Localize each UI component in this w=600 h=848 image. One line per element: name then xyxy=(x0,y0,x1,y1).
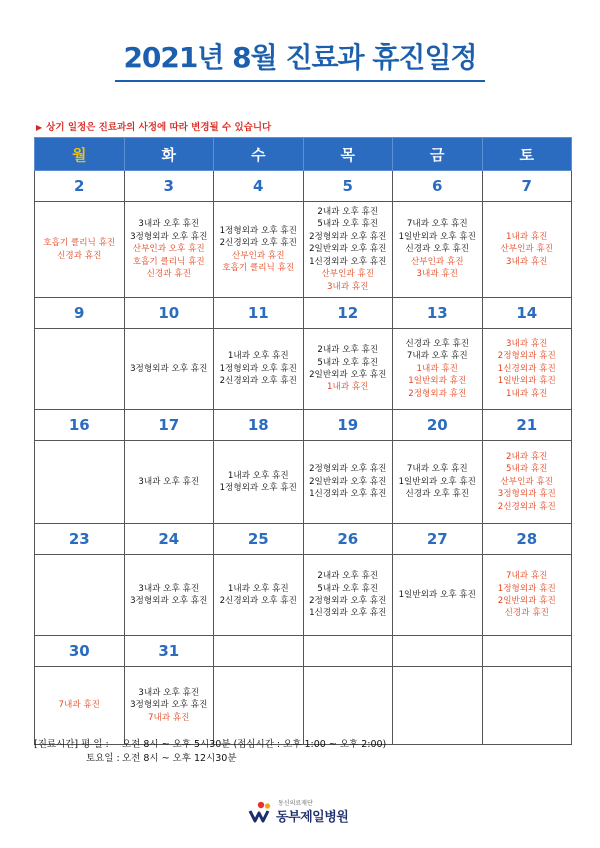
closure-entry: 3내과 오후 휴진 xyxy=(138,687,200,698)
closure-entry: 7내과 오후 휴진 xyxy=(406,219,468,230)
day-cell xyxy=(303,667,393,745)
closure-entry: 신경과 오후 휴진 xyxy=(405,244,470,255)
day-cell xyxy=(124,202,214,298)
closure-entry: 7내과 오후 휴진 xyxy=(406,351,468,362)
week-date-row xyxy=(35,410,572,441)
week-date-row xyxy=(35,171,572,202)
day-number: 28 xyxy=(482,524,572,555)
day-number: 17 xyxy=(124,410,214,441)
day-number xyxy=(214,636,304,667)
closure-entry: 1일반외과 휴진 xyxy=(497,376,556,387)
day-cell xyxy=(393,667,483,745)
day-cell xyxy=(35,441,125,524)
closure-entry: 1내과 오후 휴진 xyxy=(227,583,289,594)
week-events-row xyxy=(35,441,572,524)
hospital-logo xyxy=(248,797,358,825)
closure-entry: 2정형외과 휴진 xyxy=(497,351,556,362)
closure-entry: 2내과 휴진 xyxy=(506,451,548,462)
closure-entry: 2일반외과 휴진 xyxy=(497,596,556,606)
day-cell xyxy=(482,441,572,524)
day-number: 20 xyxy=(393,410,483,441)
closure-entry: 7내과 휴진 xyxy=(148,712,190,723)
day-number: 6 xyxy=(393,171,483,202)
closure-entry: 3정형외과 오후 휴진 xyxy=(130,231,208,242)
closure-entry: 3정형외과 오후 휴진 xyxy=(130,596,208,606)
closure-entry: 2내과 오후 휴진 xyxy=(317,207,379,218)
week-events-row xyxy=(35,329,572,410)
closure-entry: 1정형외과 오후 휴진 xyxy=(219,483,297,493)
notice-text: 상기 일정은 진료과의 사정에 따라 변경될 수 있습니다 xyxy=(46,122,272,133)
closure-entry: 3정형외과 오후 휴진 xyxy=(130,700,208,711)
closure-entry: 호흡기 클리닉 휴진 xyxy=(222,262,295,273)
day-number: 27 xyxy=(393,524,483,555)
day-cell xyxy=(35,202,125,298)
hours-weekday-value: 오전 8시 ~ 오후 5시30분 (점심시간 : 오후 1:00 ~ 오후 2:00) xyxy=(122,739,387,750)
closure-entry: 1내과 휴진 xyxy=(416,363,458,374)
day-number: 9 xyxy=(35,298,125,329)
closure-entry: 1정형외과 오후 휴진 xyxy=(219,363,297,374)
closure-entry: 호흡기 클리닉 휴진 xyxy=(43,238,116,249)
day-number: 2 xyxy=(35,171,125,202)
hours-saturday-label: 토요일 : xyxy=(86,753,120,764)
closure-entry: 1일반외과 휴진 xyxy=(408,376,467,387)
closure-entry: 2일반외과 오후 휴진 xyxy=(309,370,387,380)
weekday-mon: 월 xyxy=(35,138,125,171)
day-number: 14 xyxy=(482,298,572,329)
week-events-row xyxy=(35,202,572,298)
day-number: 21 xyxy=(482,410,572,441)
closure-entry: 2정형외과 휴진 xyxy=(408,388,467,399)
closure-entry: 산부인과 휴진 xyxy=(500,244,554,255)
closure-entry: 2내과 오후 휴진 xyxy=(317,571,379,582)
closure-entry: 2정형외과 오후 휴진 xyxy=(309,464,387,475)
day-number xyxy=(303,636,393,667)
day-cell xyxy=(124,329,214,410)
weekday-wed: 수 xyxy=(214,138,304,171)
closure-entry: 7내과 휴진 xyxy=(58,700,100,711)
weekday-thu: 목 xyxy=(303,138,393,171)
day-number: 31 xyxy=(124,636,214,667)
clinic-hours xyxy=(34,738,386,766)
closure-entry: 3정형외과 휴진 xyxy=(497,489,556,500)
closure-entry: 1신경외과 오후 휴진 xyxy=(309,489,387,500)
day-number: 30 xyxy=(35,636,125,667)
weekday-header-row xyxy=(35,138,572,171)
closure-entry: 5내과 오후 휴진 xyxy=(317,219,379,230)
day-number xyxy=(393,636,483,667)
title-underline xyxy=(115,80,485,82)
closure-entry: 1일반외과 오후 휴진 xyxy=(398,589,476,600)
closure-entry: 5내과 휴진 xyxy=(506,464,548,475)
closure-entry: 2신경외과 오후 휴진 xyxy=(219,596,297,606)
closure-entry: 산부인과 휴진 xyxy=(500,476,554,487)
closure-entry: 1내과 오후 휴진 xyxy=(227,470,289,481)
day-number: 4 xyxy=(214,171,304,202)
day-number: 26 xyxy=(303,524,393,555)
closure-entry: 산부인과 휴진 xyxy=(410,256,464,267)
hospital-foundation: 동신의료재단 xyxy=(278,800,313,807)
hours-saturday-value: 오전 8시 ~ 오후 12시30분 xyxy=(122,753,237,764)
day-cell xyxy=(482,329,572,410)
schedule-notice xyxy=(36,119,271,133)
hospital-name: 동부제일병원 xyxy=(276,810,349,825)
weekday-tue: 화 xyxy=(124,138,214,171)
day-cell xyxy=(303,555,393,636)
day-number: 7 xyxy=(482,171,572,202)
day-cell xyxy=(35,555,125,636)
day-number: 11 xyxy=(214,298,304,329)
day-number: 5 xyxy=(303,171,393,202)
day-number: 18 xyxy=(214,410,304,441)
closure-entry: 1내과 오후 휴진 xyxy=(227,351,289,362)
hospital-logo-icon xyxy=(248,801,274,823)
closure-entry: 1일반외과 오후 휴진 xyxy=(398,476,476,487)
day-cell xyxy=(393,555,483,636)
day-number: 19 xyxy=(303,410,393,441)
closure-entry: 1내과 휴진 xyxy=(327,382,369,393)
closure-entry: 1신경외과 오후 휴진 xyxy=(309,256,387,267)
hours-saturday-row xyxy=(34,752,386,766)
closure-entry: 산부인과 휴진 xyxy=(231,250,285,261)
day-cell xyxy=(214,555,304,636)
day-cell xyxy=(35,329,125,410)
day-cell xyxy=(124,667,214,745)
day-number: 12 xyxy=(303,298,393,329)
closure-entry: 3내과 오후 휴진 xyxy=(138,476,200,487)
closure-entry: 1내과 휴진 xyxy=(506,231,548,242)
closure-entry: 산부인과 휴진 xyxy=(321,269,375,280)
closure-entry: 1일반외과 오후 휴진 xyxy=(398,231,476,242)
closure-entry: 2일반외과 오후 휴진 xyxy=(309,476,387,487)
closure-entry: 1정형외과 휴진 xyxy=(497,583,556,594)
day-cell xyxy=(482,555,572,636)
hours-label: [진료시간] 평 일 : xyxy=(34,739,109,750)
closure-entry: 2신경외과 오후 휴진 xyxy=(219,376,297,387)
day-cell xyxy=(303,441,393,524)
day-cell xyxy=(482,667,572,745)
weekday-fri: 금 xyxy=(393,138,483,171)
closure-entry: 1내과 휴진 xyxy=(506,388,548,399)
day-cell xyxy=(124,441,214,524)
day-number: 23 xyxy=(35,524,125,555)
closure-entry: 2정형외과 오후 휴진 xyxy=(309,231,387,242)
closure-entry: 1신경외과 휴진 xyxy=(497,363,556,374)
closure-entry: 2내과 오후 휴진 xyxy=(317,345,379,356)
closure-entry: 3내과 오후 휴진 xyxy=(138,219,200,230)
closure-entry: 3내과 오후 휴진 xyxy=(138,583,200,594)
week-date-row xyxy=(35,298,572,329)
day-cell xyxy=(482,202,572,298)
triangle-bullet-icon: ▶ xyxy=(36,123,43,132)
page-title: 2021년 8월 진료과 휴진일정 xyxy=(123,41,477,74)
week-events-row xyxy=(35,555,572,636)
day-cell xyxy=(124,555,214,636)
closure-entry: 3정형외과 오후 휴진 xyxy=(130,363,208,374)
day-cell xyxy=(214,329,304,410)
closure-entry: 1신경외과 오후 휴진 xyxy=(309,608,387,619)
closure-entry: 7내과 오후 휴진 xyxy=(406,464,468,475)
closure-entry: 3내과 휴진 xyxy=(416,269,458,280)
closure-entry: 2신경외과 오후 휴진 xyxy=(219,238,297,249)
day-cell xyxy=(303,202,393,298)
closure-entry: 신경과 오후 휴진 xyxy=(405,489,470,500)
closure-entry: 1정형외과 오후 휴진 xyxy=(219,225,297,236)
closure-entry: 5내과 오후 휴진 xyxy=(317,357,379,368)
day-number: 10 xyxy=(124,298,214,329)
closure-entry: 2신경외과 휴진 xyxy=(497,501,556,512)
day-number xyxy=(482,636,572,667)
day-cell xyxy=(303,329,393,410)
week-date-row xyxy=(35,636,572,667)
week-date-row xyxy=(35,524,572,555)
weekday-sat: 토 xyxy=(482,138,572,171)
day-cell xyxy=(214,202,304,298)
day-cell xyxy=(393,202,483,298)
day-cell xyxy=(35,667,125,745)
day-cell xyxy=(214,441,304,524)
day-number: 16 xyxy=(35,410,125,441)
closure-entry: 호흡기 클리닉 휴진 xyxy=(132,256,205,267)
day-number: 3 xyxy=(124,171,214,202)
closure-entry: 5내과 오후 휴진 xyxy=(317,583,379,594)
day-cell xyxy=(214,667,304,745)
closure-entry: 신경과 휴진 xyxy=(57,250,102,261)
calendar-body xyxy=(35,171,572,745)
closure-entry: 2일반외과 오후 휴진 xyxy=(309,244,387,255)
closure-entry: 3내과 휴진 xyxy=(506,256,548,267)
closure-entry: 7내과 휴진 xyxy=(506,571,548,582)
day-cell xyxy=(393,329,483,410)
closure-entry: 3내과 휴진 xyxy=(506,338,548,349)
week-events-row xyxy=(35,667,572,745)
closure-entry: 신경과 휴진 xyxy=(146,269,191,280)
day-cell xyxy=(393,441,483,524)
hours-weekday-row xyxy=(34,738,386,752)
closure-entry: 산부인과 오후 휴진 xyxy=(132,244,205,255)
day-number: 13 xyxy=(393,298,483,329)
closure-entry: 2정형외과 오후 휴진 xyxy=(309,596,387,606)
day-number: 25 xyxy=(214,524,304,555)
closure-entry: 신경과 오후 휴진 xyxy=(405,338,470,349)
day-number: 24 xyxy=(124,524,214,555)
closure-calendar xyxy=(34,137,572,745)
closure-entry: 신경과 휴진 xyxy=(504,608,549,619)
closure-entry: 3내과 휴진 xyxy=(327,281,369,292)
